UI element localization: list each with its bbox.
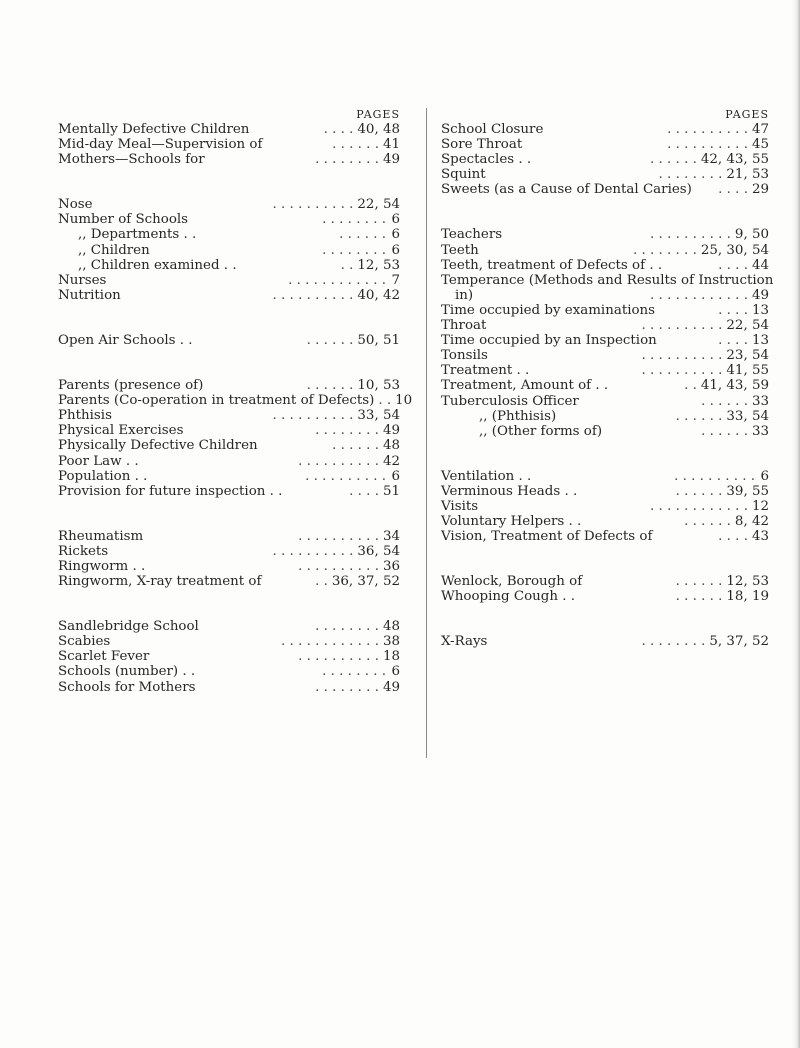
index-entry (441, 363, 769, 378)
entry-label: Tonsils (441, 348, 488, 364)
entry-label: Mid-day Meal—Supervision of (58, 137, 263, 153)
index-entry (441, 182, 769, 197)
leader-dots: . . . . . . . . . . (667, 137, 748, 153)
index-entry (58, 484, 400, 499)
page-numbers: 36 (382, 558, 400, 574)
leader-dots: . . . . . . . . . . . . (288, 272, 386, 288)
leader-dots: . . . . . . . . . . (674, 468, 755, 484)
index-entry (58, 197, 400, 212)
index-entry (58, 378, 400, 393)
index-entry (441, 378, 769, 393)
index-entry (58, 423, 400, 438)
page-numbers: 18, 19 (726, 589, 769, 605)
leader-dots: . . . . . . . . . . (298, 558, 379, 574)
index-entry (441, 272, 774, 288)
entry-label: Phthisis (58, 408, 112, 424)
index-entry (441, 122, 769, 137)
page-numbers: 8, 42 (734, 514, 769, 530)
page-numbers: 13 (751, 333, 769, 349)
page-numbers: 9, 50 (734, 227, 769, 243)
index-entry (441, 409, 769, 424)
index-entry (441, 484, 769, 499)
page-numbers: 43 (751, 529, 769, 545)
index-group (58, 378, 413, 499)
page-numbers: 6 (760, 468, 769, 484)
index-entry (58, 529, 400, 544)
page-numbers: 45 (751, 137, 769, 153)
page-numbers: 38 (382, 634, 400, 650)
index-entry (58, 574, 400, 589)
entry-label: ,, Children examined . . (78, 257, 237, 273)
entry-label: Temperance (Methods and Results of Instruction (441, 272, 774, 288)
index-entry (58, 273, 400, 288)
leader-dots: . . . . . . (675, 574, 723, 590)
index-entry (441, 333, 769, 348)
index-entry (58, 680, 400, 695)
page-numbers: 29 (751, 182, 769, 198)
page-numbers: 22, 54 (357, 197, 400, 213)
entry-label: Nurses (58, 272, 107, 288)
entry-label: in) (455, 287, 474, 303)
leader-dots: . . . . . . . . . . (641, 318, 723, 334)
leader-dots: . . . . . . . . (315, 619, 379, 635)
index-entry (58, 152, 400, 167)
index-entry (441, 634, 769, 649)
index-entry (441, 152, 769, 167)
index-entry (58, 212, 400, 227)
index-entry (58, 438, 400, 453)
entry-label: Population . . (58, 468, 148, 484)
page-numbers: 33 (751, 423, 769, 439)
entry-label: Schools for Mothers (58, 679, 196, 695)
page-numbers: 23, 54 (726, 348, 769, 364)
entry-label: Mothers—Schools for (58, 152, 205, 168)
index-entry (58, 664, 400, 679)
entry-label: Parents (presence of) (58, 378, 204, 394)
index-entry (441, 243, 769, 258)
page-numbers: 6 (391, 468, 400, 484)
page-numbers: 41 (382, 137, 400, 153)
leader-dots: . . . . . . . . . . (641, 348, 723, 364)
page-numbers: 6 (391, 212, 400, 228)
leader-dots: . . . . (718, 182, 748, 198)
page-numbers: 40, 48 (357, 122, 400, 137)
page-numbers: 18 (382, 649, 400, 665)
page-numbers: 47 (751, 122, 769, 137)
leader-dots: . . . . . . . . . . (272, 287, 354, 303)
leader-dots: . . . . . . . . (315, 679, 379, 695)
pages-header-right: PAGES (725, 108, 769, 121)
entry-label: Schools (number) . . (58, 664, 196, 680)
entry-label: Teeth (441, 242, 479, 258)
index-entry (58, 649, 400, 664)
entry-label: Time occupied by examinations (441, 302, 656, 318)
leader-dots: . . . . . . . . (322, 242, 386, 258)
page-numbers: 10, 53 (357, 378, 400, 394)
entry-label: Ringworm . . (58, 558, 146, 574)
entry-label: Ringworm, X-ray treatment of (58, 574, 262, 590)
index-entry (441, 469, 769, 484)
page-numbers: 10 (395, 393, 413, 409)
leader-dots: . . . . . . . . . . (298, 528, 379, 544)
page-numbers: 12, 53 (726, 574, 769, 590)
index-entry (58, 408, 400, 423)
index-entry (58, 288, 400, 303)
leader-dots: . . . . (718, 302, 748, 318)
leader-dots: . . . . . . (332, 438, 379, 454)
page-numbers: 12, 53 (357, 257, 400, 273)
entry-label: Nose (58, 197, 93, 213)
page-numbers: 49 (382, 152, 400, 168)
entry-label: Number of Schools (58, 212, 189, 228)
index-group (58, 529, 400, 589)
leader-dots: . . . . . . . . (632, 242, 697, 258)
index-entry (441, 394, 769, 409)
leader-dots: . . . . . . . . . . . . (281, 634, 379, 650)
entry-label: ,, Departments . . (78, 227, 197, 243)
index-entry (441, 167, 769, 182)
entry-label: Mentally Defective Children (58, 122, 250, 137)
page-numbers: 34 (382, 528, 400, 544)
leader-dots: . . (378, 393, 392, 409)
page-numbers: 49 (382, 423, 400, 439)
leader-dots: . . . . . . . . (315, 423, 379, 439)
entry-label: ,, (Phthisis) (479, 408, 557, 424)
page-numbers: 36, 54 (357, 543, 400, 559)
page-numbers: 12 (751, 498, 769, 514)
index-entry (58, 243, 400, 258)
page-numbers: 50, 51 (357, 332, 400, 348)
entry-label: Treatment, Amount of . . (441, 378, 609, 394)
leader-dots: . . . . . . . . (322, 212, 386, 228)
left-index-entries (58, 122, 413, 695)
index-group (58, 333, 400, 348)
index-group (441, 227, 774, 439)
entry-label: Nutrition (58, 287, 121, 303)
leader-dots: . . . . . . . . . . (305, 468, 386, 484)
leader-dots: . . . . . . (701, 423, 748, 439)
page-numbers: 13 (751, 302, 769, 318)
page-numbers: 33, 54 (726, 408, 769, 424)
entry-label: Rickets (58, 543, 109, 559)
entry-label: Rheumatism (58, 528, 144, 544)
entry-label: Verminous Heads . . (441, 483, 578, 499)
page-numbers: 25, 30, 54 (700, 242, 769, 258)
leader-dots: . . . . . . (306, 332, 354, 348)
entry-label: Vision, Treatment of Defects of (441, 529, 653, 545)
index-entry (441, 137, 769, 152)
index-entry (58, 454, 400, 469)
entry-label: Teachers (441, 227, 503, 243)
page-numbers: 51 (382, 483, 400, 499)
entry-label: Sweets (as a Cause of Dental Caries) (441, 182, 692, 198)
index-entry (58, 393, 413, 409)
index-group (441, 469, 769, 544)
page-edge-shadow (792, 0, 800, 1048)
index-group (441, 634, 769, 649)
leader-dots: . . . . . . (675, 483, 723, 499)
leader-dots: . . (684, 378, 697, 394)
page-numbers: 6 (391, 242, 400, 258)
entry-label: Provision for future inspection . . (58, 483, 283, 499)
page-numbers: 6 (391, 227, 400, 243)
entry-label: Voluntary Helpers . . (441, 514, 582, 530)
index-entry (58, 137, 400, 152)
entry-label: Poor Law . . (58, 453, 139, 469)
index-entry (441, 258, 769, 273)
leader-dots: . . . . (718, 333, 748, 349)
entry-label: Scarlet Fever (58, 649, 150, 665)
page-numbers: 5, 37, 52 (709, 634, 769, 650)
index-entry (58, 122, 400, 137)
entry-label: Squint (441, 167, 486, 183)
index-group (58, 122, 400, 167)
index-entry (441, 574, 769, 589)
leader-dots: . . . . . . . . . . (272, 408, 354, 424)
leader-dots: . . . . . . . . (641, 634, 706, 650)
leader-dots: . . . . . . . . . . (272, 197, 354, 213)
index-entry (58, 333, 400, 348)
index-entry (441, 288, 769, 303)
index-group (58, 197, 400, 303)
leader-dots: . . . . . . . . (658, 167, 723, 183)
entry-label: Treatment . . (441, 363, 530, 379)
right-index-entries (441, 122, 774, 650)
leader-dots: . . . . . . (701, 393, 748, 409)
entry-label: Whooping Cough . . (441, 589, 575, 605)
page-numbers: 36, 37, 52 (331, 574, 400, 590)
entry-label: X-Rays (441, 634, 488, 650)
index-entry (441, 499, 769, 514)
leader-dots: . . . . . . . . (315, 152, 379, 168)
index-entry (58, 544, 400, 559)
index-entry (441, 424, 769, 439)
entry-label: Throat (441, 318, 487, 334)
leader-dots: . . . . (349, 483, 379, 499)
leader-dots: . . . . . . . . . . (650, 227, 731, 243)
leader-dots: . . . . . . (306, 378, 354, 394)
index-entry (441, 318, 769, 333)
index-entry (441, 529, 769, 544)
entry-label: School Closure (441, 122, 544, 137)
page-numbers: 33 (751, 393, 769, 409)
entry-label: Tuberculosis Officer (441, 393, 579, 409)
leader-dots: . . . . . . (675, 408, 723, 424)
entry-label: Open Air Schools . . (58, 332, 193, 348)
entry-label: Time occupied by an Inspection (441, 333, 657, 349)
page-numbers: 22, 54 (726, 318, 769, 334)
leader-dots: . . . . (323, 122, 354, 137)
right-index-column (441, 108, 774, 650)
page-numbers: 41, 55 (726, 363, 769, 379)
page-numbers: 49 (382, 679, 400, 695)
leader-dots: . . . . . . (650, 152, 697, 168)
leader-dots: . . . . . . (684, 514, 731, 530)
index-entry (441, 227, 769, 242)
leader-dots: . . . . . . (339, 227, 386, 243)
index-entry (441, 303, 769, 318)
leader-dots: . . (315, 574, 328, 590)
index-entry (441, 589, 769, 604)
index-entry (58, 634, 400, 649)
entry-label: Parents (Co-operation in treatment of Defects) (58, 393, 375, 409)
index-entry (58, 258, 400, 273)
leader-dots: . . . . . . . . . . (298, 649, 379, 665)
leader-dots: . . . . . . . . . . (667, 122, 748, 137)
page-numbers: 6 (391, 664, 400, 680)
entry-label: Ventilation . . (441, 468, 532, 484)
page-numbers: 33, 54 (357, 408, 400, 424)
pages-header-left: PAGES (356, 108, 400, 121)
entry-label: Teeth, treatment of Defects of . . (441, 257, 663, 273)
leader-dots: . . . . . . . . . . (272, 543, 354, 559)
leader-dots: . . . . . . . . (322, 664, 386, 680)
page-numbers: 44 (751, 257, 769, 273)
page-numbers: 21, 53 (726, 167, 769, 183)
page-numbers: 49 (751, 287, 769, 303)
entry-label: Sandlebridge School (58, 619, 199, 635)
leader-dots: . . . . (718, 257, 748, 273)
column-divider (426, 108, 427, 758)
leader-dots: . . . . . . . . . . . . (650, 498, 748, 514)
index-entry (58, 227, 400, 242)
leader-dots: . . . . . . (332, 137, 379, 153)
leader-dots: . . . . . . (675, 589, 723, 605)
page-numbers: 41, 43, 59 (700, 378, 769, 394)
entry-label: Visits (441, 498, 479, 514)
page-numbers: 40, 42 (357, 287, 400, 303)
index-entry (58, 469, 400, 484)
index-group (58, 619, 400, 694)
entry-label: Sore Throat (441, 137, 523, 153)
page-numbers: 7 (391, 272, 400, 288)
index-entry (441, 514, 769, 529)
index-entry (441, 348, 769, 363)
page-numbers: 42 (382, 453, 400, 469)
page-numbers: 42, 43, 55 (700, 152, 769, 168)
leader-dots: . . (340, 257, 354, 273)
entry-label: Physical Exercises (58, 423, 184, 439)
index-entry (58, 559, 400, 574)
leader-dots: . . . . (718, 529, 748, 545)
page-numbers: 48 (382, 619, 400, 635)
index-entry (58, 619, 400, 634)
index-group (441, 574, 769, 604)
left-index-column (58, 108, 413, 695)
leader-dots: . . . . . . . . . . (641, 363, 723, 379)
entry-label: Physically Defective Children (58, 438, 258, 454)
entry-label: Scabies (58, 634, 111, 650)
entry-label: Spectacles . . (441, 152, 532, 168)
leader-dots: . . . . . . . . . . (298, 453, 379, 469)
entry-label: ,, Children (78, 242, 150, 258)
leader-dots: . . . . . . . . . . . . (650, 287, 748, 303)
page-numbers: 48 (382, 438, 400, 454)
entry-label: ,, (Other forms of) (479, 423, 603, 439)
entry-label: Wenlock, Borough of (441, 574, 583, 590)
page-numbers: 39, 55 (726, 483, 769, 499)
index-group (441, 122, 769, 197)
